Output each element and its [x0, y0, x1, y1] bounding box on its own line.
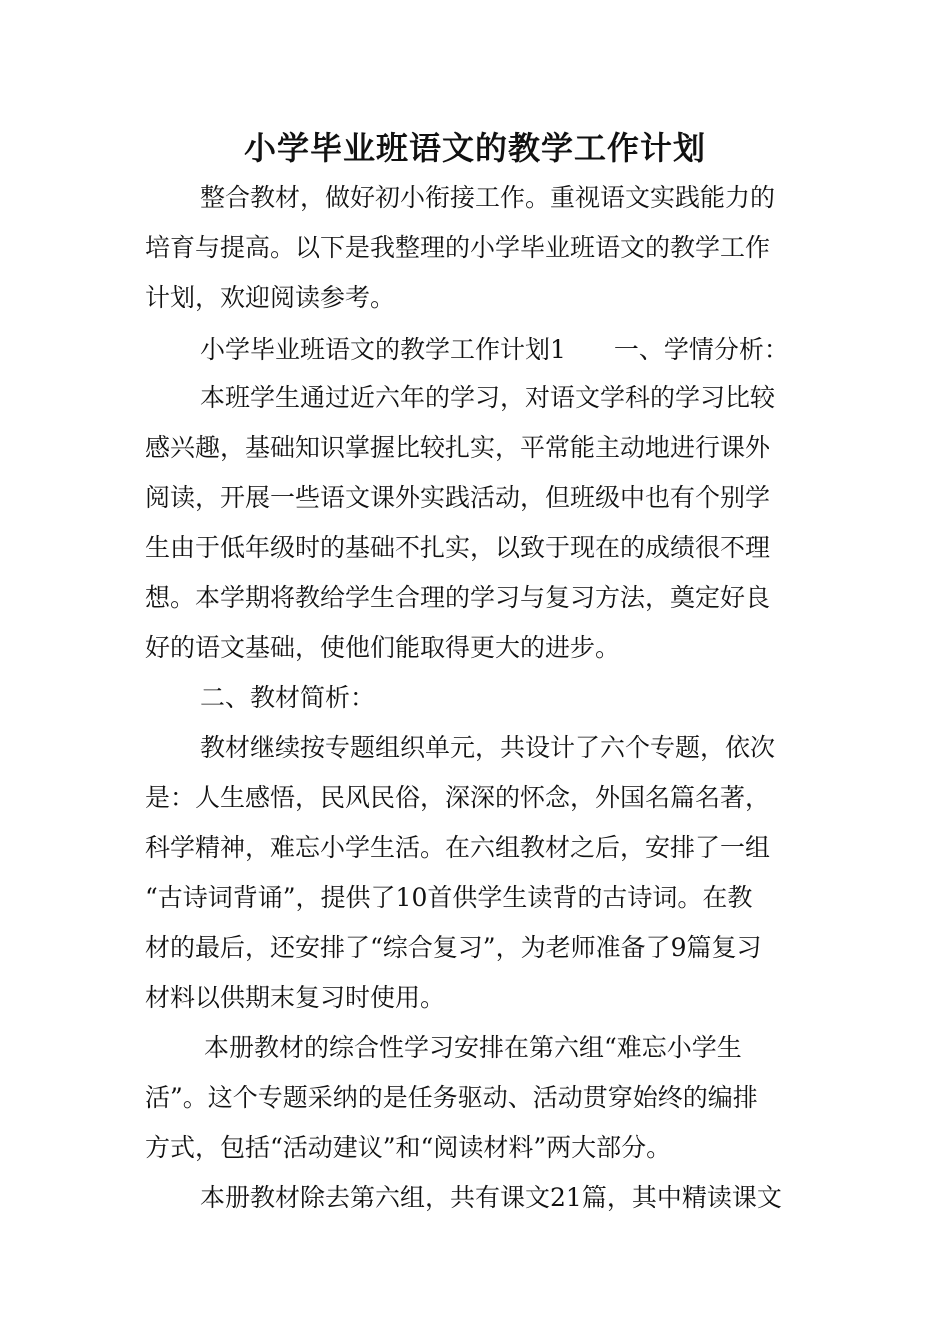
para1-line-5: 想。本学期将教给学生合理的学习与复习方法，奠定好良 — [145, 583, 771, 612]
intro-line-1: 整合教材，做好初小衔接工作。重视语文实践能力的 — [200, 183, 776, 212]
section-heading — [200, 325, 810, 375]
para4-line-1: 本册教材除去第六组，共有课文21篇，其中精读课文 — [200, 1183, 782, 1212]
section-heading-subtitle: 一、学情分析： — [613, 335, 789, 364]
intro-line-2: 培育与提高。以下是我整理的小学毕业班语文的教学工作 — [145, 233, 771, 262]
para2-line-5: 材的最后，还安排了“综合复习”，为老师准备了9篇复习 — [145, 933, 762, 962]
para3-line-1: 本册教材的综合性学习安排在第六组“难忘小学生 — [204, 1033, 742, 1062]
document-title: 小学毕业班语文的教学工作计划 — [243, 129, 706, 167]
intro-line-3: 计划，欢迎阅读参考。 — [145, 283, 396, 312]
para1-line-3: 阅读，开展一些语文课外实践活动，但班级中也有个别学 — [145, 483, 771, 512]
para2-line-4: “古诗词背诵”，提供了10首供学生读背的古诗词。在教 — [145, 883, 753, 912]
para1-line-1: 本班学生通过近六年的学习，对语文学科的学习比较 — [200, 383, 776, 412]
para2-line-1: 教材继续按专题组织单元，共设计了六个专题，依次 — [200, 733, 776, 762]
section-heading-title: 小学毕业班语文的教学工作计划1 — [200, 335, 566, 364]
section-heading-2: 二、教材简析： — [200, 683, 376, 712]
para1-line-6: 好的语文基础，使他们能取得更大的进步。 — [145, 633, 621, 662]
para1-line-4: 生由于低年级时的基础不扎实，以致于现在的成绩很不理 — [145, 533, 771, 562]
para2-line-3: 科学精神，难忘小学生活。在六组教材之后，安排了一组 — [145, 833, 771, 862]
para3-line-3: 方式，包括“活动建议”和“阅读材料”两大部分。 — [145, 1133, 672, 1162]
para2-line-6: 材料以供期末复习时使用。 — [145, 983, 446, 1012]
para3-line-2: 活”。这个专题采纳的是任务驱动、活动贯穿始终的编排 — [145, 1083, 758, 1112]
para2-line-2: 是：人生感悟，民风民俗，深深的怀念，外国名篇名著， — [145, 783, 771, 812]
para1-line-2: 感兴趣，基础知识掌握比较扎实，平常能主动地进行课外 — [145, 433, 771, 462]
